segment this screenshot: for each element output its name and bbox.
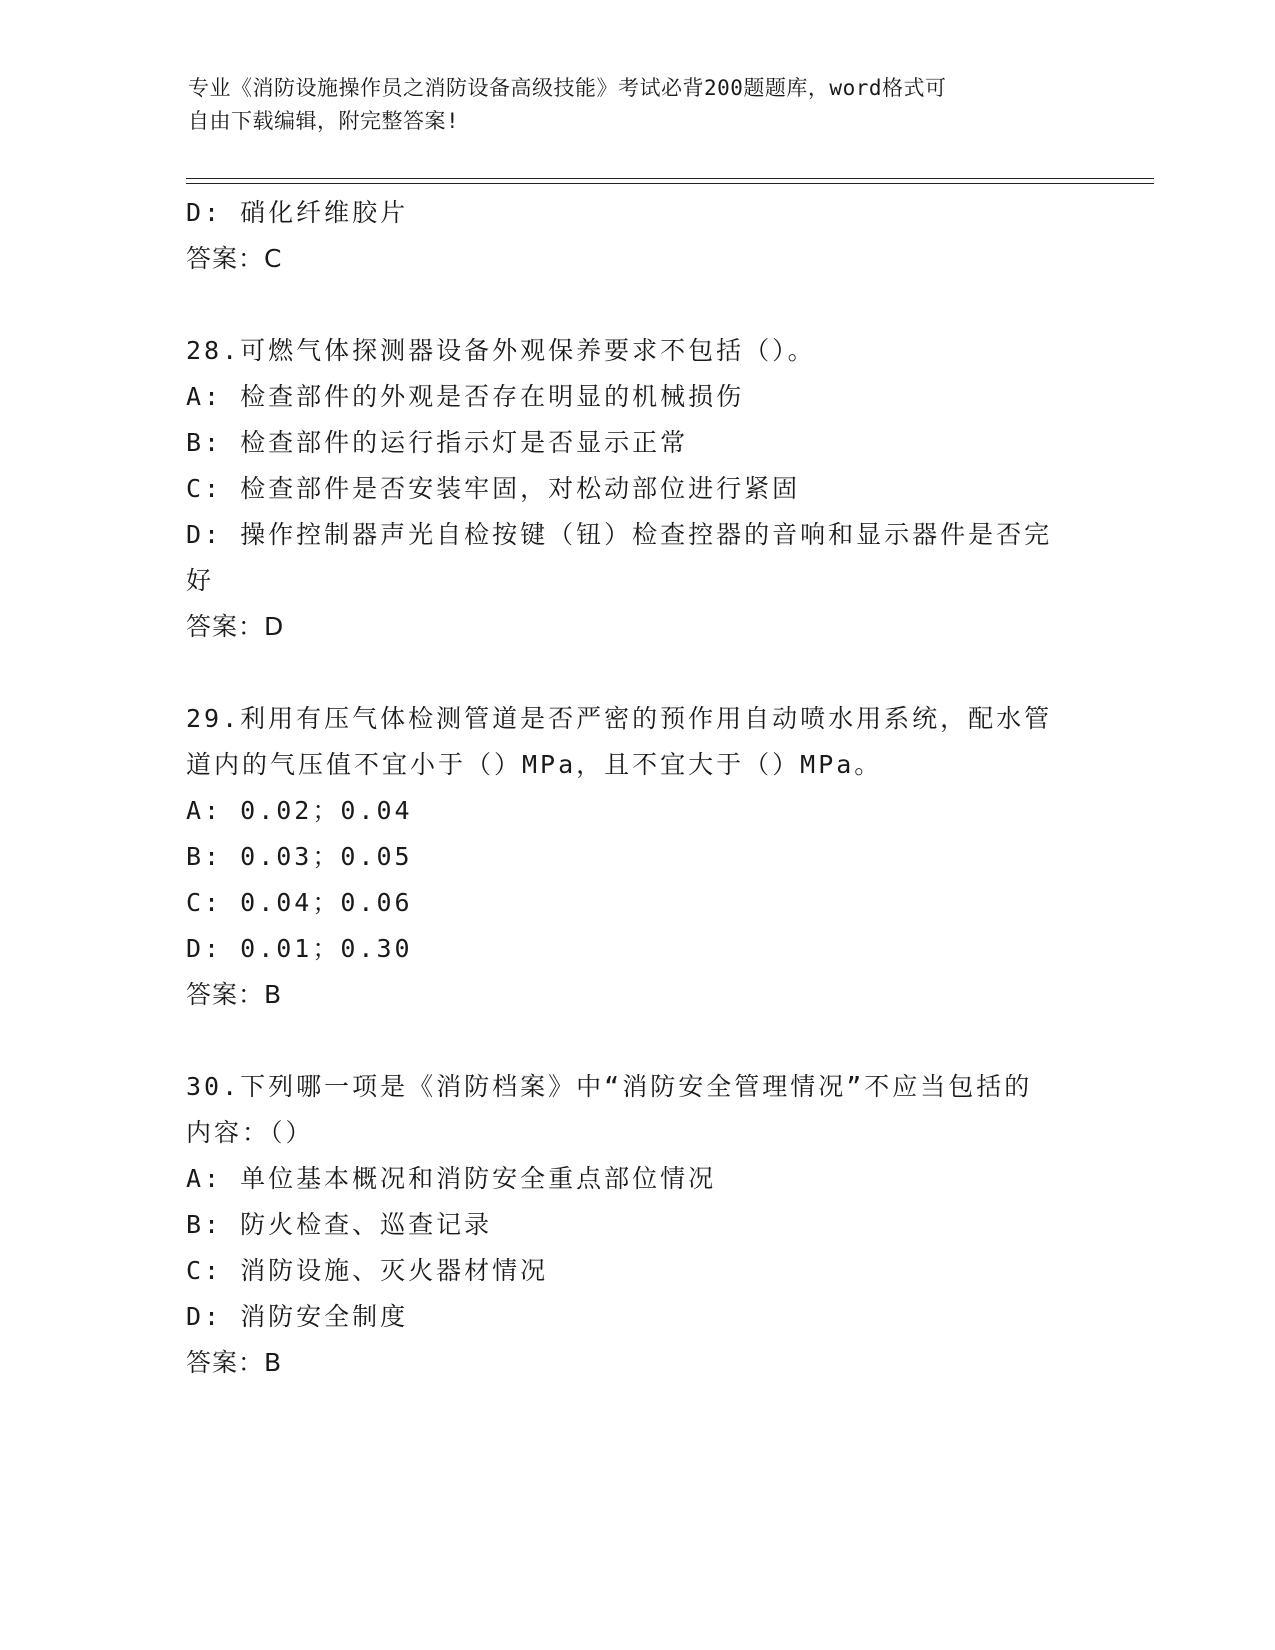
option-line: D: 硝化纤维胶片	[186, 198, 409, 227]
answer-line: 答案：D	[186, 612, 285, 641]
option-line: B: 检查部件的运行指示灯是否显示正常	[186, 428, 689, 457]
question-28	[186, 328, 1086, 650]
answer-line: 答案：B	[186, 1348, 283, 1377]
answer-line: 答案：C	[186, 244, 283, 273]
question-stem: 30.下列哪一项是《消防档案》中“消防安全管理情况”不应当包括的	[186, 1072, 1033, 1101]
option-line: C: 检查部件是否安装牢固，对松动部位进行紧固	[186, 474, 801, 503]
document-header	[188, 72, 1068, 138]
header-divider-bottom	[186, 183, 1154, 184]
question-stem-continued: 内容：（）	[186, 1118, 314, 1147]
question-30	[186, 1064, 1086, 1386]
question-stem-continued: 道内的气压值不宜小于（）MPa，且不宜大于（）MPa。	[186, 750, 883, 779]
spacer	[186, 650, 1086, 696]
option-line: B: 0.03；0.05	[186, 842, 413, 871]
spacer	[186, 282, 1086, 328]
header-line-2: 自由下载编辑，附完整答案!	[188, 109, 460, 133]
question-stem: 29.利用有压气体检测管道是否严密的预作用自动喷水用系统，配水管	[186, 704, 1053, 733]
question-stem: 28.可燃气体探测器设备外观保养要求不包括（）。	[186, 336, 816, 365]
option-line: D: 消防安全制度	[186, 1302, 409, 1331]
option-line: B: 防火检查、巡查记录	[186, 1210, 493, 1239]
header-line-1: 专业《消防设施操作员之消防设备高级技能》考试必背200题题库，word格式可	[188, 76, 947, 100]
option-line: C: 0.04；0.06	[186, 888, 413, 917]
spacer	[186, 1018, 1086, 1064]
option-line: D: 操作控制器声光自检按键（钮）检查控器的音响和显示器件是否完	[186, 520, 1053, 549]
answer-line: 答案：B	[186, 980, 283, 1009]
question-list	[186, 190, 1086, 1386]
option-line: A: 0.02；0.04	[186, 796, 413, 825]
header-divider-top	[186, 178, 1154, 179]
option-line: D: 0.01；0.30	[186, 934, 413, 963]
option-line: A: 检查部件的外观是否存在明显的机械损伤	[186, 382, 745, 411]
option-line: C: 消防设施、灭火器材情况	[186, 1256, 549, 1285]
question-29	[186, 696, 1086, 1018]
option-line-continued: 好	[186, 566, 215, 595]
option-line: A: 单位基本概况和消防安全重点部位情况	[186, 1164, 717, 1193]
